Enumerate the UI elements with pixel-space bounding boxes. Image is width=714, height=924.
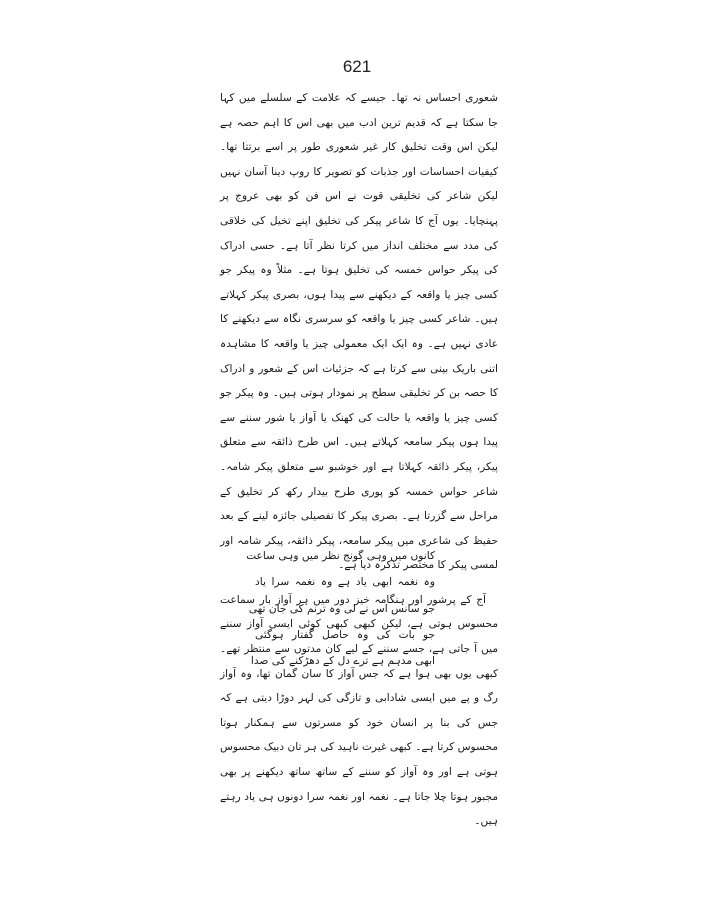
verse-line: کانوں میں وہی گونج نظر میں وہی ساعت xyxy=(246,550,435,562)
verse-line: وہ نغمہ ابھی یاد ہے وہ نغمہ سرا یاد xyxy=(255,576,435,589)
verse-block xyxy=(246,543,435,674)
paragraph-2: آج کے پرشور اور ہنگامہ خیز دور میں ہر آواز بار سماعت محسوس ہوتی ہے، لیکن کبھی کبھی کوئی ایسی آواز سننے میں آ جاتی ہے، جسے سننے کے لیے کان مدتوں سے منتظر تھے۔ کبھی یوں بھی ہوا ہے کہ جس آواز کا سان گمان تھا، وہ آواز رگ و پے میں ایسی شادابی و تازگی کی لہر دوڑا دیتی ہے کہ جس کی بنا پر انسان خود کو مسرتوں سے ہمکنار ہوتا محسوس کرتا ہے۔ کبھی غیرت ناہید کی ہر تان دبیک محسوس ہوتی ہے اور وہ آواز کو سننے کے ساتھ ساتھ دیکھنے پر بھی مجبور ہوتا چلا جاتا ہے۔ نغمہ اور نغمہ سرا دونوں ہی یاد رہتے ہیں۔ xyxy=(220,593,498,828)
body-text xyxy=(220,86,498,834)
paragraph-1: شعوری احساس نہ تھا۔ جیسے کہ علامت کے سلسلے میں کہا جا سکتا ہے کہ قدیم ترین ادب میں بھی اس کا اہم حصہ ہے لیکن اس وقت تخلیق کار غیر شعوری طور پر اسے برتتا تھا۔ کیفیات احساسات اور جذبات کو تصویر کا روپ دینا آسان نہیں لیکن شاعر کی تخلیقی قوت نے اس فن کو بھی عروج پر پہنچایا۔ یوں آج کا شاعر پیکر کی تخلیق اپنے تخیل کی خلاقی کی مدد سے مختلف انداز میں کرتا نظر آتا ہے۔ حسی ادراک کی پیکر حواس خمسہ کی تخلیق ہوتا ہے۔ مثلاً وہ پیکر جو کسی چیز یا واقعہ کے دیکھنے سے پیدا ہوں، بصری پیکر کہلاتے ہیں۔ شاعر کسی چیز یا واقعہ کو سرسری نگاہ سے دیکھنے کا عادی نہیں ہے۔ وہ ایک ایک معمولی چیز یا واقعہ کا مشاہدہ اتنی باریک بینی سے کرتا ہے کہ جزئیات اس کے شعور و ادراک کا حصہ بن کر تخلیقی سطح پر نمودار ہوتی ہیں۔ وہ پیکر جو کسی چیز یا واقعہ یا حالت کی کھنک یا آواز یا شور سننے سے پیدا ہوں پیکر سامعہ کہلاتے ہیں۔ اس طرح ذائقہ سے متعلق پیکر، پیکر ذائقہ کہلاتا ہے اور خوشبو سے متعلق پیکر شامہ۔ شاعر حواس خمسہ کو پوری طرح بیدار رکھ کر تخلیق کے مراحل سے گزرتا ہے۔ بصری پیکر کا تفصیلی جائزہ لینے کے بعد حفیظ کی شاعری میں پیکر سامعہ، پیکر ذائقہ، پیکر شامہ اور لمسی پیکر کا مختصر تذکرہ دیا ہے۔ xyxy=(220,92,498,572)
verse-line: جو بات کی وہ حاصل گفتار ہوگئی xyxy=(255,628,435,641)
page-number: 621 xyxy=(342,57,372,76)
verse-line: جو سانس اس نے لی وہ ترنم کی جان تھی xyxy=(248,602,435,615)
verse-line: ابھی مدہم ہے ترے دل کے دھڑکنے کی صدا xyxy=(250,655,435,668)
